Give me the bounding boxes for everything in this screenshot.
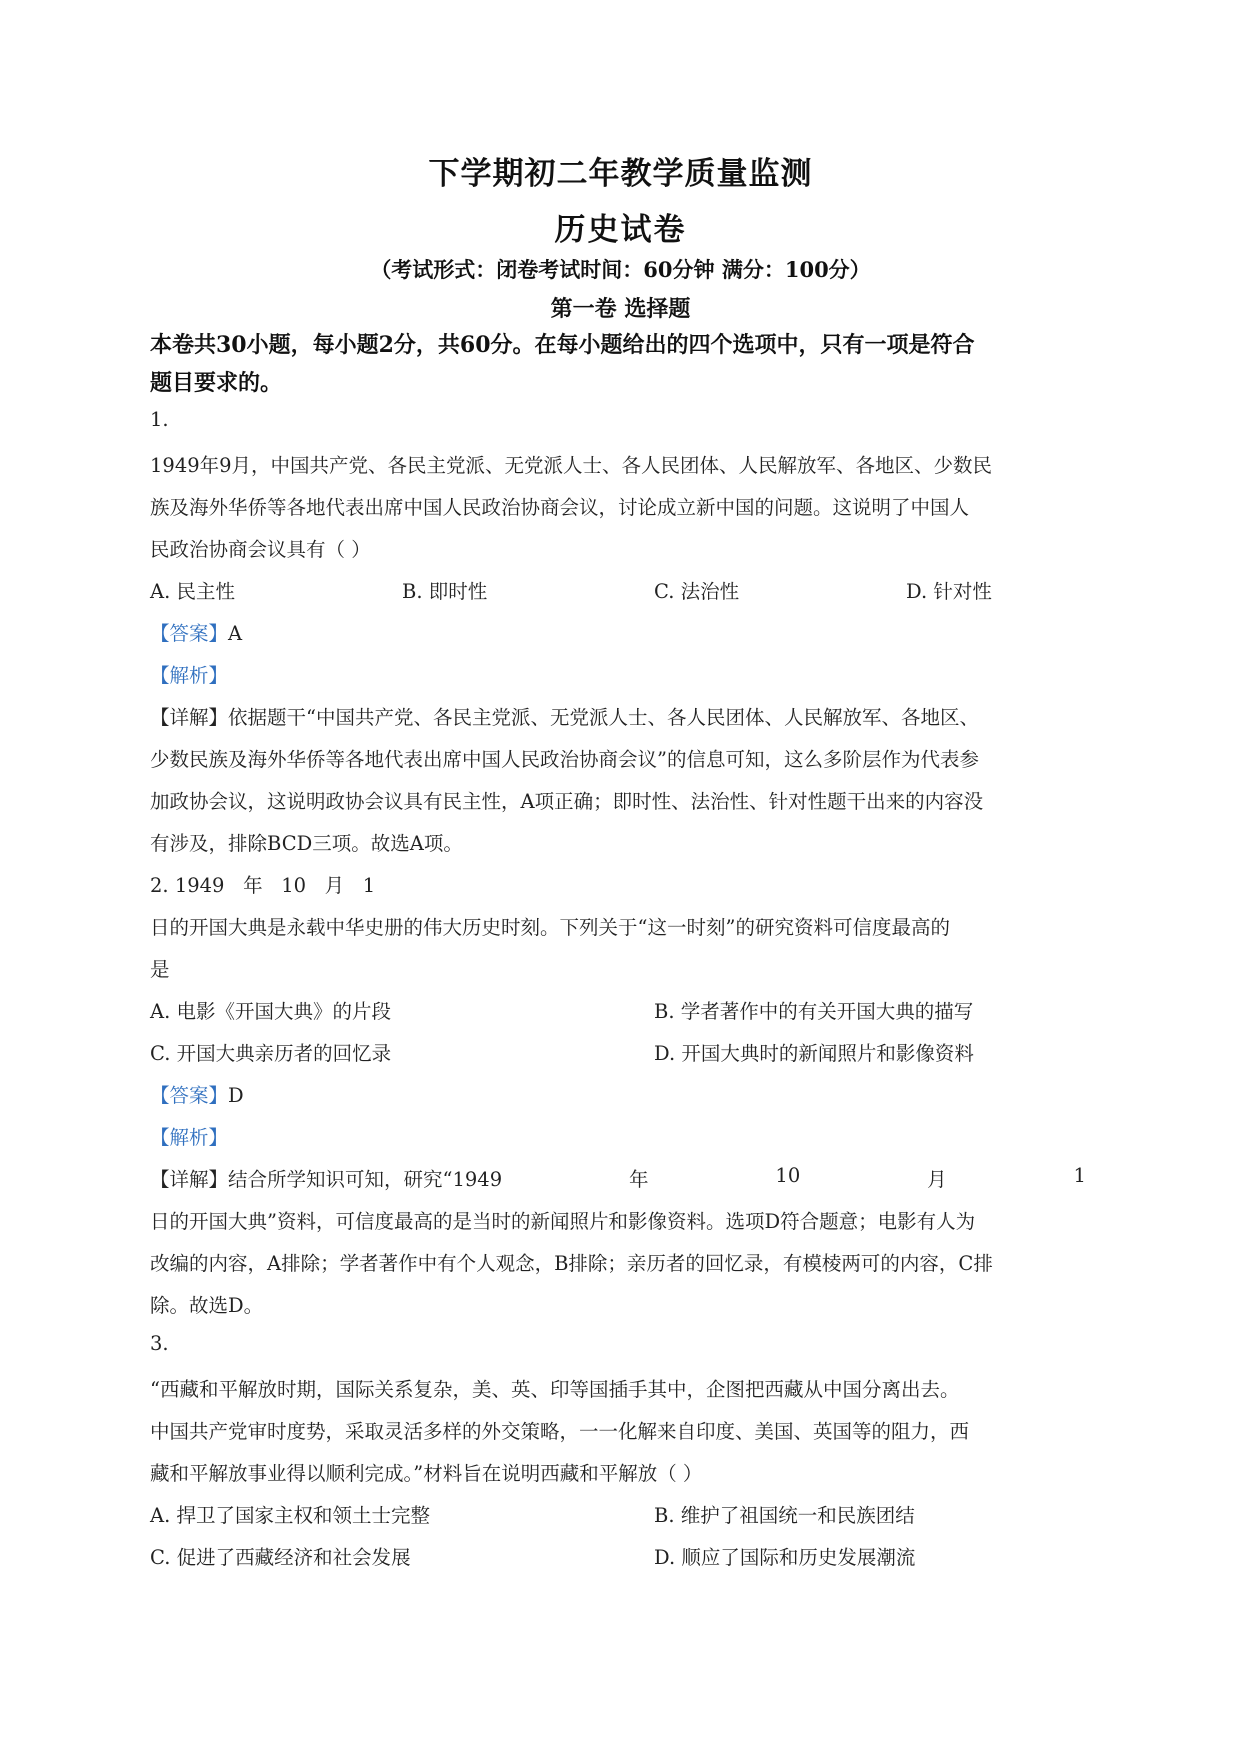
option-d: D. 开国大典时的新闻照片和影像资料 [654, 1042, 974, 1065]
answer-tag: 【答案】 [150, 1084, 229, 1107]
detail-text: 结合所学知识可知，研究“1949 [228, 1168, 503, 1191]
detail-first-line [150, 1164, 1086, 1192]
answer-value: D [228, 1084, 244, 1107]
detail-line [150, 702, 979, 730]
question-number: 2. [150, 874, 169, 897]
stem-word: 1949 [174, 874, 225, 897]
option-b: B. 学者著作中的有关开国大典的描写 [654, 1000, 974, 1023]
stem-word: 10 [281, 874, 307, 897]
option-c: C. 促进了西藏经济和社会发展 [150, 1546, 411, 1569]
option-d: D. 顺应了国际和历史发展潮流 [654, 1546, 916, 1569]
stem-word: 月 [324, 874, 345, 897]
option-c: C. 开国大典亲历者的回忆录 [150, 1042, 392, 1065]
instructions [150, 326, 1090, 402]
option-b: B. 即时性 [402, 580, 488, 603]
instruction-line: 题目要求的。 [150, 370, 283, 396]
detail-word: 1 [1073, 1164, 1086, 1187]
instruction-line: 本卷共30小题，每小题2分，共60分。在每小题给出的四个选项中，只有一项是符合 [150, 332, 975, 358]
question-stem-line: 民政治协商会议具有（ ） [150, 538, 371, 561]
stem-word: 年 [243, 874, 263, 897]
detail-tag: 【详解】 [150, 706, 229, 729]
detail-word: 年 [629, 1168, 649, 1191]
detail-word: 月 [927, 1168, 947, 1191]
question-number: 1. [150, 408, 169, 431]
exam-subtitle: 历史试卷 [554, 212, 687, 248]
question-stem-line: “西藏和平解放时期，国际关系复杂，美、英、印等国插手其中，企图把西藏从中国分离出去。 [150, 1378, 960, 1401]
option-a: A. 捍卫了国家主权和领土士完整 [150, 1504, 430, 1527]
section-heading: 第一卷 选择题 [550, 296, 691, 322]
question-stem-line: 中国共产党审时度势，采取灵活多样的外交策略，一一化解来自印度、美国、英国等的阻力，西 [150, 1420, 970, 1443]
detail-line: 日的开国大典”资料，可信度最高的是当时的新闻照片和影像资料。选项D符合题意；电影有人为 [150, 1210, 976, 1233]
question-stem-first-line [150, 870, 375, 898]
question-stem-line: 日的开国大典是永载中华史册的伟大历史时刻。下列关于“这一时刻”的研究资料可信度最高的 [150, 916, 950, 939]
option-c: C. 法治性 [654, 580, 740, 603]
option-d: D. 针对性 [906, 580, 992, 603]
detail-line: 除。故选D。 [150, 1294, 264, 1317]
detail-line: 加政协会议，这说明政协会议具有民主性，A项正确；即时性、法治性、针对性题干出来的内容没 [150, 790, 984, 813]
question-stem-line: 藏和平解放事业得以顺利完成。”材料旨在说明西藏和平解放（ ） [150, 1462, 703, 1485]
answer-value: A [228, 622, 243, 645]
analysis-tag: 【解析】 [150, 1126, 229, 1149]
stem-word: 1 [362, 874, 376, 897]
exam-title: 下学期初二年教学质量监测 [428, 156, 813, 192]
question-stem-line: 族及海外华侨等各地代表出席中国人民政治协商会议，讨论成立新中国的问题。这说明了中国人 [150, 496, 970, 519]
detail-line: 少数民族及海外华侨等各地代表出席中国人民政治协商会议”的信息可知，这么多阶层作为代表参 [150, 748, 979, 771]
detail-tag: 【详解】 [150, 1168, 229, 1191]
detail-line: 有涉及，排除BCD三项。故选A项。 [150, 832, 463, 855]
detail-text: 依据题干“中国共产党、各民主党派、无党派人士、各人民团体、人民解放军、各地区、 [228, 706, 979, 729]
answer-line [150, 618, 242, 646]
detail-word: 10 [775, 1164, 801, 1187]
answer-tag: 【答案】 [150, 622, 229, 645]
option-a: A. 电影《开国大典》的片段 [150, 1000, 391, 1023]
exam-info: （考试形式：闭卷考试时间：60分钟 满分：100分） [370, 257, 871, 282]
answer-line [150, 1080, 244, 1108]
detail-line: 改编的内容，A排除；学者著作中有个人观念，B排除；亲历者的回忆录，有模棱两可的内容，C排 [150, 1252, 993, 1275]
question-stem-line: 是 [150, 958, 170, 981]
analysis-tag: 【解析】 [150, 664, 229, 687]
option-b: B. 维护了祖国统一和民族团结 [654, 1504, 915, 1527]
question-number: 3. [150, 1332, 169, 1355]
question-stem-line: 1949年9月，中国共产党、各民主党派、无党派人士、各人民团体、人民解放军、各地区、少数民 [150, 454, 993, 477]
option-a: A. 民主性 [150, 580, 235, 603]
